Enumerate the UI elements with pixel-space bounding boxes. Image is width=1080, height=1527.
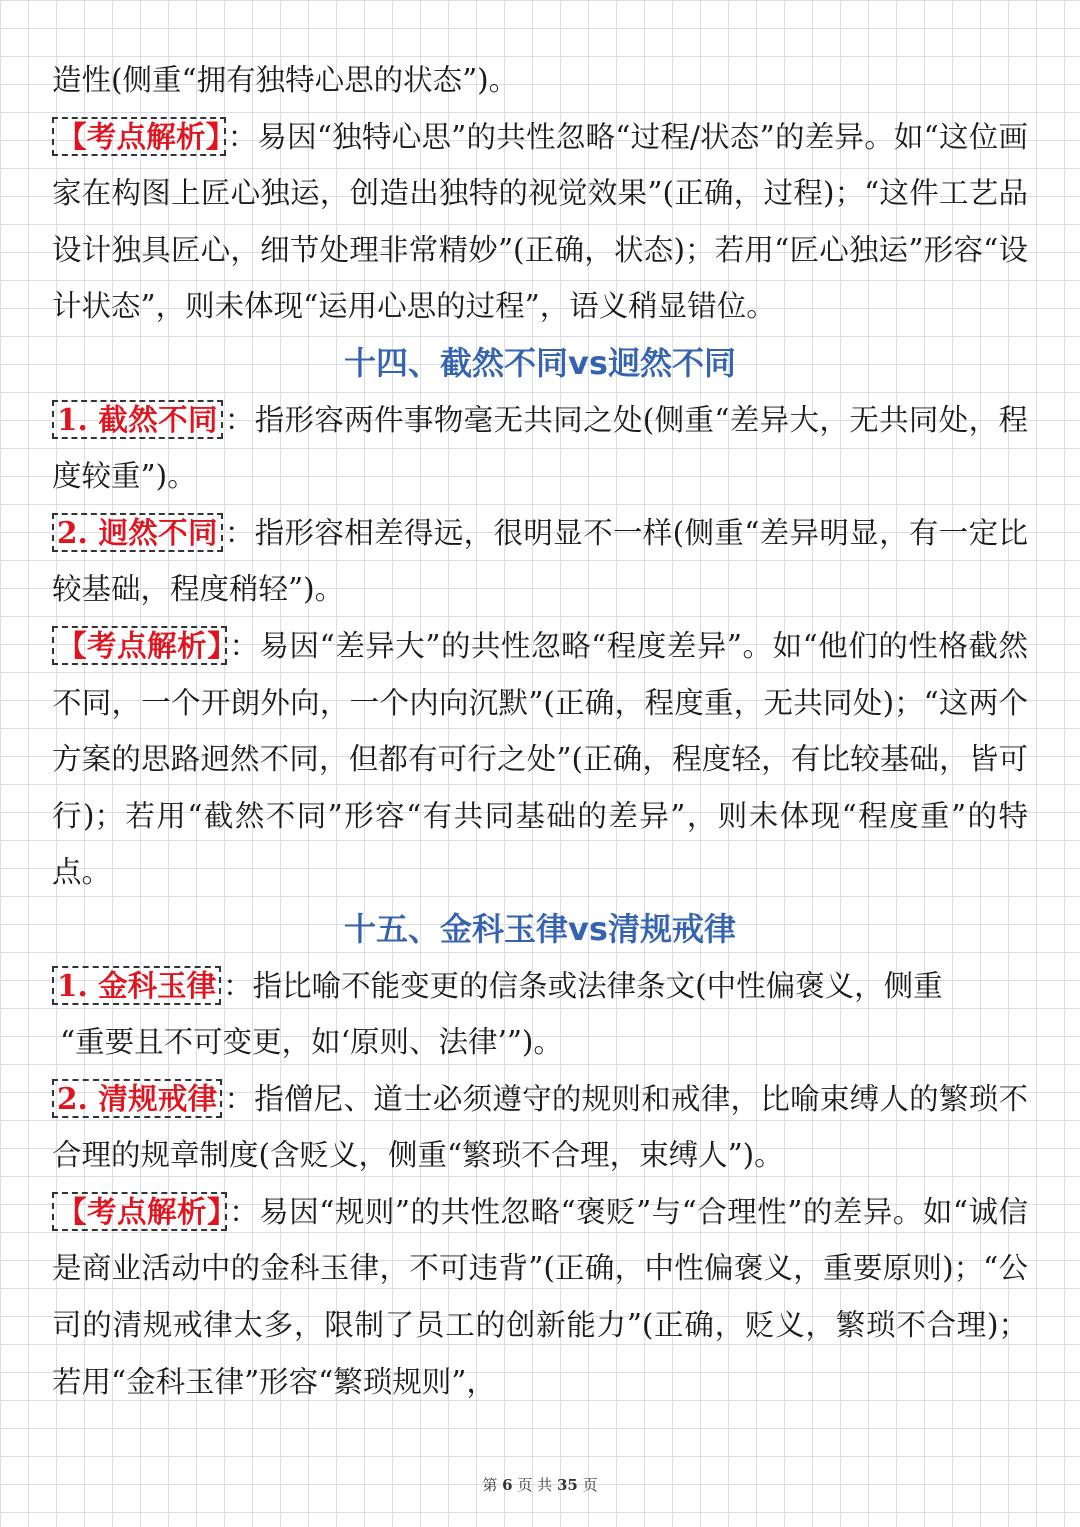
section-heading-14: 十四、截然不同vs迥然不同	[344, 343, 736, 382]
term-tag: 2. 迥然不同	[52, 513, 223, 552]
paragraph: 造性(侧重“拥有独特心思的状态”)。	[52, 63, 519, 97]
paragraph-text: ：易因“差异大”的共性忽略“程度差异”。如“他们的性格截然不同，一个开朗外向，一个内向沉默”(正确，程度重，无共同处)；“这两个方案的思路迥然不同，但都有可行之处”(正确，程度轻，有比较基础，皆可行)；若用“截然不同”形容“有共同基础的差异”，则未体现“程度重”的特点。	[52, 628, 1028, 890]
analysis-paragraph	[52, 1184, 1028, 1410]
paragraph-continuation: “重要且不可变更，如‘原则、法律’”)。	[60, 1025, 563, 1060]
paragraph-text: ：指比喻不能变更的信条或法律条文(中性偏褒义，侧重	[223, 968, 943, 1003]
term-tag: 1. 截然不同	[52, 400, 223, 439]
document-body	[52, 52, 1028, 1410]
term-tag: 2. 清规戒律	[52, 1079, 222, 1118]
footer-prefix: 第	[482, 1476, 498, 1494]
analysis-tag: 【考点解析】	[52, 1192, 227, 1231]
definition-paragraph	[52, 505, 1028, 618]
paragraph-text: ：指形容相差得远，很明显不一样(侧重“差异明显，有一定比较基础，程度稍轻”)。	[52, 515, 1028, 607]
page-footer	[0, 1474, 1080, 1495]
definition-paragraph	[52, 958, 1028, 1015]
analysis-tag: 【考点解析】	[52, 626, 227, 665]
analysis-paragraph	[52, 618, 1028, 901]
page-total: 35	[556, 1476, 578, 1494]
footer-middle: 页 共	[517, 1476, 553, 1494]
footer-suffix: 页	[582, 1476, 598, 1494]
paragraph-text: ：指形容两件事物毫无共同之处(侧重“差异大，无共同处，程度较重”)。	[52, 402, 1028, 494]
paragraph-text: ：易因“独特心思”的共性忽略“过程/状态”的差异。如“这位画家在构图上匠心独运，创造出独特的视觉效果”(正确，过程)；“这件工艺品设计独具匠心，细节处理非常精妙”(正确，状态)；若用“匠心独运”形容“设计状态”，则未体现“运用心思的过程”，语义稍显错位。	[52, 119, 1028, 324]
analysis-paragraph	[52, 109, 1028, 335]
term-tag: 1. 金科玉律	[52, 966, 221, 1005]
definition-paragraph	[52, 1071, 1028, 1184]
paragraph-text: ：指僧尼、道士必须遵守的规则和戒律，比喻束缚人的繁琐不合理的规章制度(含贬义，侧重“繁琐不合理，束缚人”)。	[52, 1081, 1028, 1173]
section-heading-15: 十五、金科玉律vs清规戒律	[344, 909, 736, 948]
definition-paragraph	[52, 392, 1028, 505]
page-number: 6	[502, 1476, 513, 1494]
paragraph-text: ：易因“规则”的共性忽略“褒贬”与“合理性”的差异。如“诚信是商业活动中的金科玉律，不可违背”(正确，中性偏褒义，重要原则)；“公司的清规戒律太多，限制了员工的创新能力”(正确，贬义，繁琐不合理)；若用“金科玉律”形容“繁琐规则”，	[52, 1194, 1028, 1399]
analysis-tag: 【考点解析】	[52, 117, 226, 156]
